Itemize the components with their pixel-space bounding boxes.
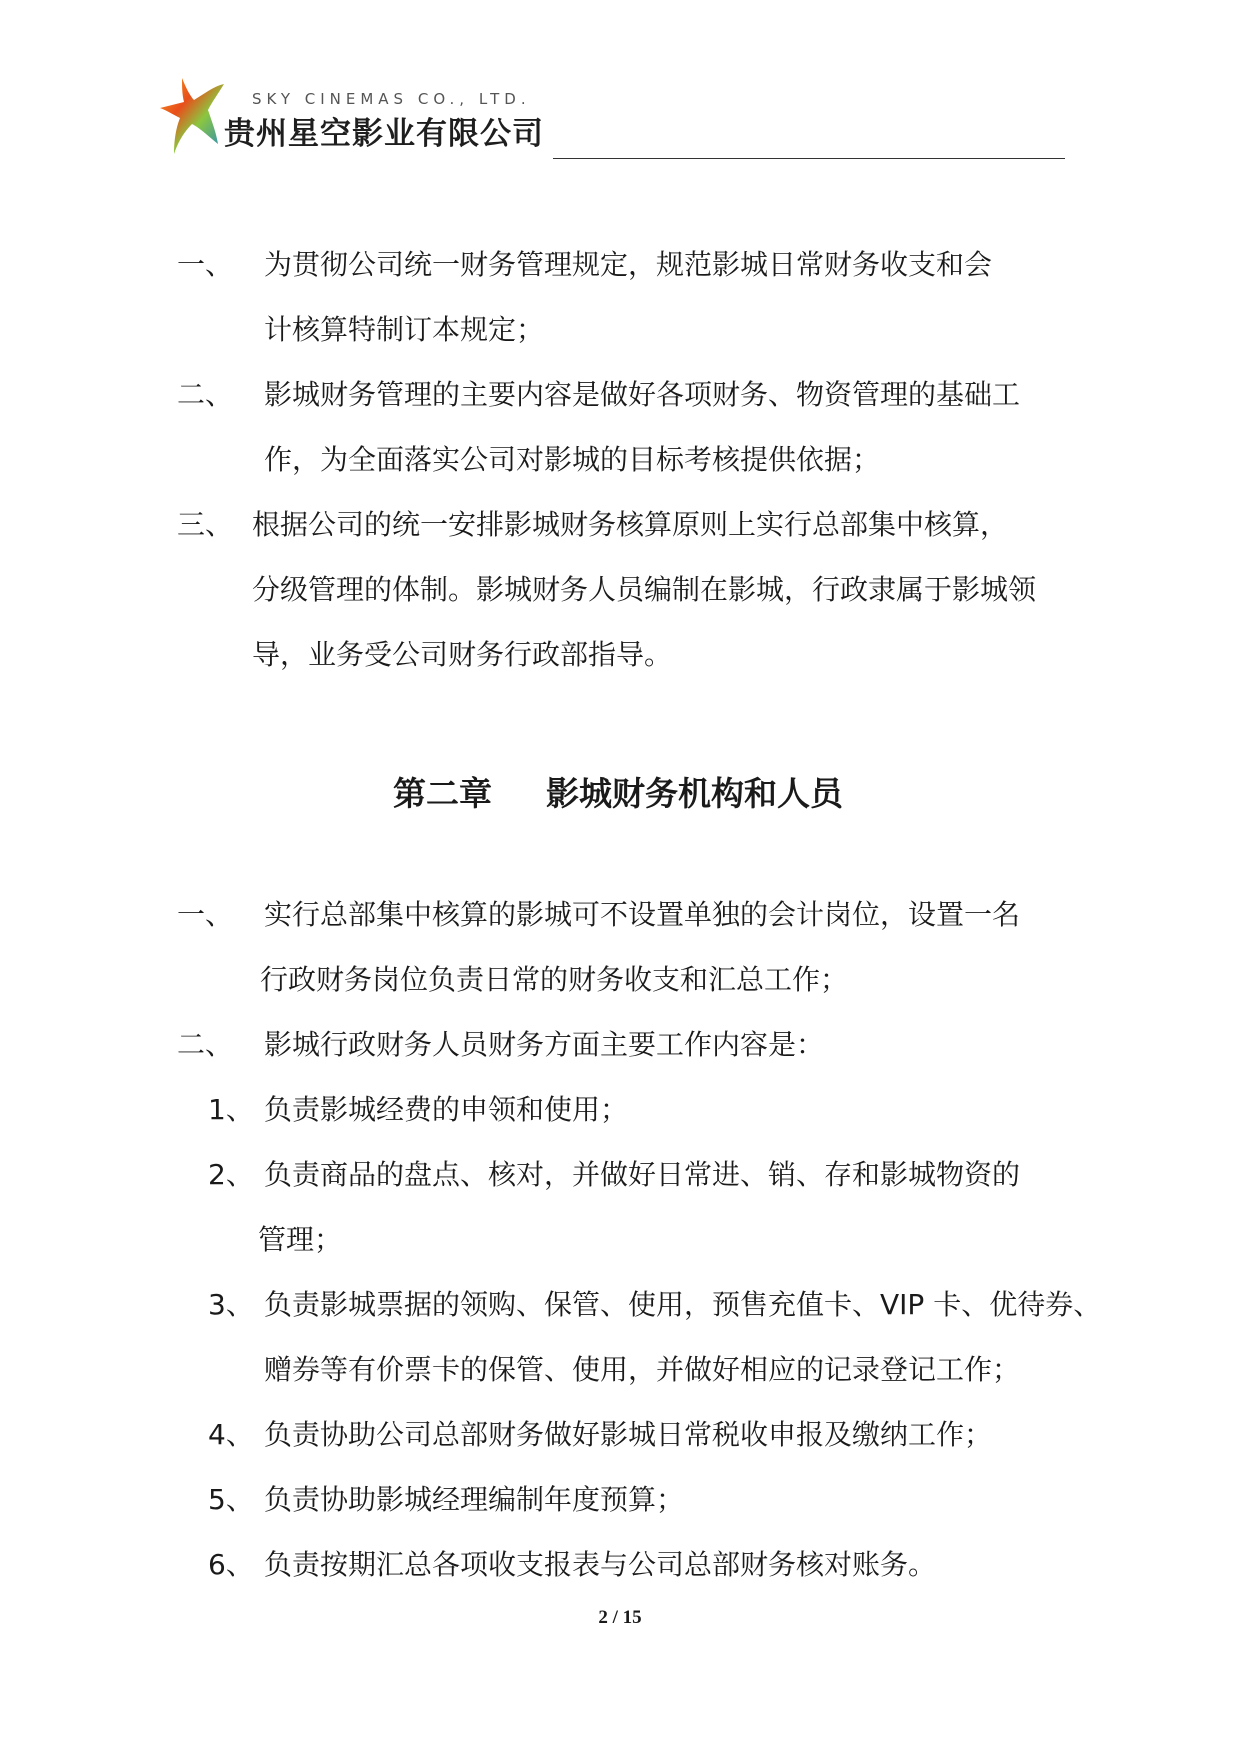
paragraph-line: 为贯彻公司统一财务管理规定，规范影城日常财务收支和会 bbox=[264, 248, 993, 281]
paragraph-line: 负责按期汇总各项收支报表与公司总部财务核对账务。 bbox=[264, 1548, 937, 1581]
paragraph-line: 计核算特制订本规定； bbox=[264, 313, 545, 346]
chapter-heading bbox=[393, 768, 843, 815]
list-marker: 二、 bbox=[177, 1028, 234, 1061]
page-number: 2 / 15 bbox=[598, 1607, 642, 1628]
sub-list-marker: 3、 bbox=[208, 1288, 254, 1321]
paragraph-line: 负责商品的盘点、核对，并做好日常进、销、存和影城物资的 bbox=[264, 1158, 1021, 1191]
paragraph-line: 根据公司的统一安排影城财务核算原则上实行总部集中核算， bbox=[252, 508, 1009, 541]
paragraph-line: 实行总部集中核算的影城可不设置单独的会计岗位，设置一名 bbox=[264, 898, 1021, 931]
paragraph-line: 管理； bbox=[258, 1223, 343, 1256]
paragraph-line: 赠券等有价票卡的保管、使用，并做好相应的记录登记工作； bbox=[264, 1353, 1021, 1386]
list-marker: 二、 bbox=[177, 378, 234, 411]
paragraph-line: 分级管理的体制。影城财务人员编制在影城，行政隶属于影城领 bbox=[252, 573, 1037, 606]
list-marker: 一、 bbox=[177, 248, 234, 281]
company-logo bbox=[160, 70, 560, 160]
paragraph-line: 负责协助影城经理编制年度预算； bbox=[264, 1483, 685, 1516]
paragraph-line: 作，为全面落实公司对影城的目标考核提供依据； bbox=[264, 443, 881, 476]
paragraph-line: 负责协助公司总部财务做好影城日常税收申报及缴纳工作； bbox=[264, 1418, 993, 1451]
list-marker: 一、 bbox=[177, 898, 234, 931]
paragraph-line: 行政财务岗位负责日常的财务收支和汇总工作； bbox=[260, 963, 849, 996]
sub-list-marker: 5、 bbox=[208, 1483, 254, 1516]
sub-list-marker: 2、 bbox=[208, 1158, 254, 1191]
header-divider bbox=[553, 158, 1065, 159]
chapter-number: 第二章 bbox=[393, 774, 492, 813]
paragraph-line: 影城行政财务人员财务方面主要工作内容是： bbox=[264, 1028, 825, 1061]
sub-list-marker: 4、 bbox=[208, 1418, 254, 1451]
sub-list-marker: 1、 bbox=[208, 1093, 254, 1126]
paragraph-line: 导，业务受公司财务行政部指导。 bbox=[252, 638, 673, 671]
chapter-title: 影城财务机构和人员 bbox=[546, 774, 843, 813]
list-marker: 三、 bbox=[177, 508, 234, 541]
paragraph-line: 负责影城经费的申领和使用； bbox=[264, 1093, 629, 1126]
paragraph-line: 负责影城票据的领购、保管、使用，预售充值卡、VIP 卡、优待券、 bbox=[264, 1288, 1102, 1321]
company-name-english: SKY CINEMAS CO., LTD. bbox=[252, 90, 531, 108]
paragraph-line: 影城财务管理的主要内容是做好各项财务、物资管理的基础工 bbox=[264, 378, 1021, 411]
company-name-chinese: 贵州星空影业有限公司 bbox=[224, 116, 544, 152]
sub-list-marker: 6、 bbox=[208, 1548, 254, 1581]
